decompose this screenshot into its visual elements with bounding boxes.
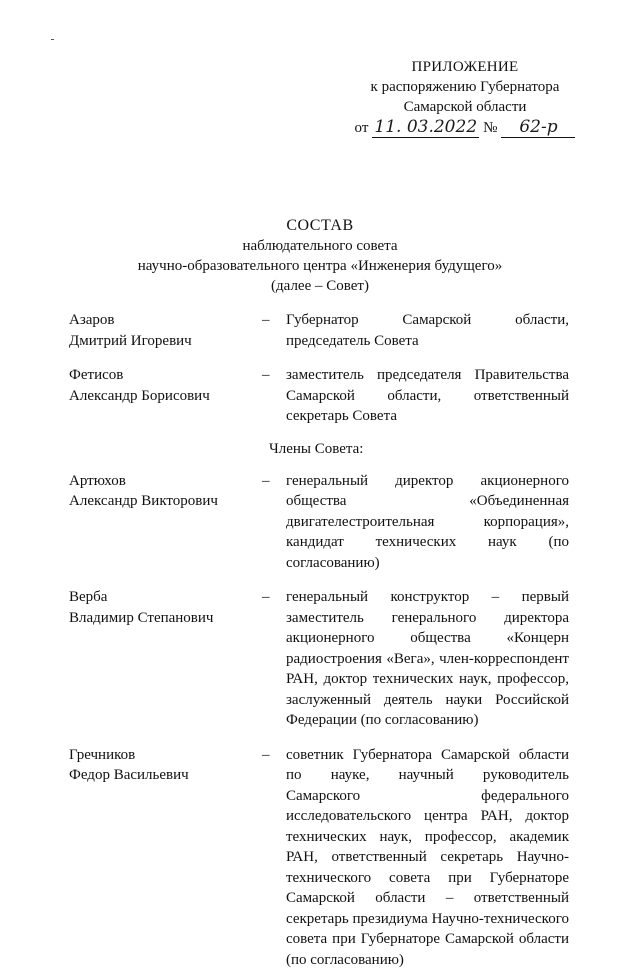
member-surname: Верба	[69, 587, 259, 608]
dash-separator: –	[259, 310, 286, 331]
heading-title: СОСТАВ	[120, 216, 520, 236]
member-name	[69, 471, 259, 512]
member-row	[69, 310, 569, 351]
members-label: Члены Совета:	[69, 439, 569, 459]
member-given-name: Дмитрий Игоревич	[69, 331, 259, 352]
member-given-name: Александр Борисович	[69, 386, 259, 407]
member-given-name: Федор Васильевич	[69, 765, 259, 786]
member-row	[69, 587, 569, 731]
heading-line-3: (далее – Совет)	[120, 276, 520, 296]
dash-separator: –	[259, 365, 286, 386]
member-row	[69, 471, 569, 574]
member-given-name: Александр Викторович	[69, 491, 259, 512]
dash-separator: –	[259, 745, 286, 766]
scan-speck	[51, 39, 54, 40]
document-heading	[120, 216, 520, 296]
heading-line-1: наблюдательного совета	[120, 236, 520, 256]
member-row	[69, 745, 569, 970]
appendix-line-2: Самарской области	[350, 97, 580, 117]
member-role: заместитель председателя Правительства Самарской области, ответственный секретарь Совета	[286, 365, 569, 427]
member-role: генеральный конструктор – первый заместитель генерального директора акционерного общества «Концерн радиостроения «Вега», член-корреспондент РАН, доктор технических наук, профессор, заслуженный деятель науки Российской Федерации (по согласованию)	[286, 587, 569, 731]
member-surname: Фетисов	[69, 365, 259, 386]
member-surname: Гречников	[69, 745, 259, 766]
member-given-name: Владимир Степанович	[69, 608, 259, 629]
appendix-block	[350, 57, 580, 138]
member-name	[69, 310, 259, 351]
appendix-title: ПРИЛОЖЕНИЕ	[350, 57, 580, 77]
dash-separator: –	[259, 471, 286, 492]
dash-separator: –	[259, 587, 286, 608]
member-name	[69, 587, 259, 628]
date-prefix: от	[355, 118, 369, 138]
member-role: Губернатор Самарской области, председатель Совета	[286, 310, 569, 351]
council-list	[69, 310, 569, 970]
member-surname: Азаров	[69, 310, 259, 331]
member-name	[69, 745, 259, 786]
appendix-line-1: к распоряжению Губернатора	[350, 77, 580, 97]
member-role: генеральный директор акционерного общества «Объединенная двигателестроительная корпорация», кандидат технических наук (по согласованию)	[286, 471, 569, 574]
member-surname: Артюхов	[69, 471, 259, 492]
appendix-dateline	[350, 117, 580, 138]
heading-line-2: научно-образовательного центра «Инженерия будущего»	[120, 256, 520, 276]
handwritten-number: 62-р	[501, 117, 575, 138]
handwritten-date: 11. 03.2022	[372, 117, 479, 138]
number-prefix: №	[483, 118, 497, 138]
member-role: советник Губернатора Самарской области по науке, научный руководитель Самарского федерального исследовательского центра РАН, доктор технических наук, профессор, академик РАН, ответственный секретарь Научно-технического совета при Губернаторе Самарской области – ответственный секретарь президиума Научно-технического совета при Губернаторе Самарской области (по согласованию)	[286, 745, 569, 970]
member-row	[69, 365, 569, 427]
member-name	[69, 365, 259, 406]
